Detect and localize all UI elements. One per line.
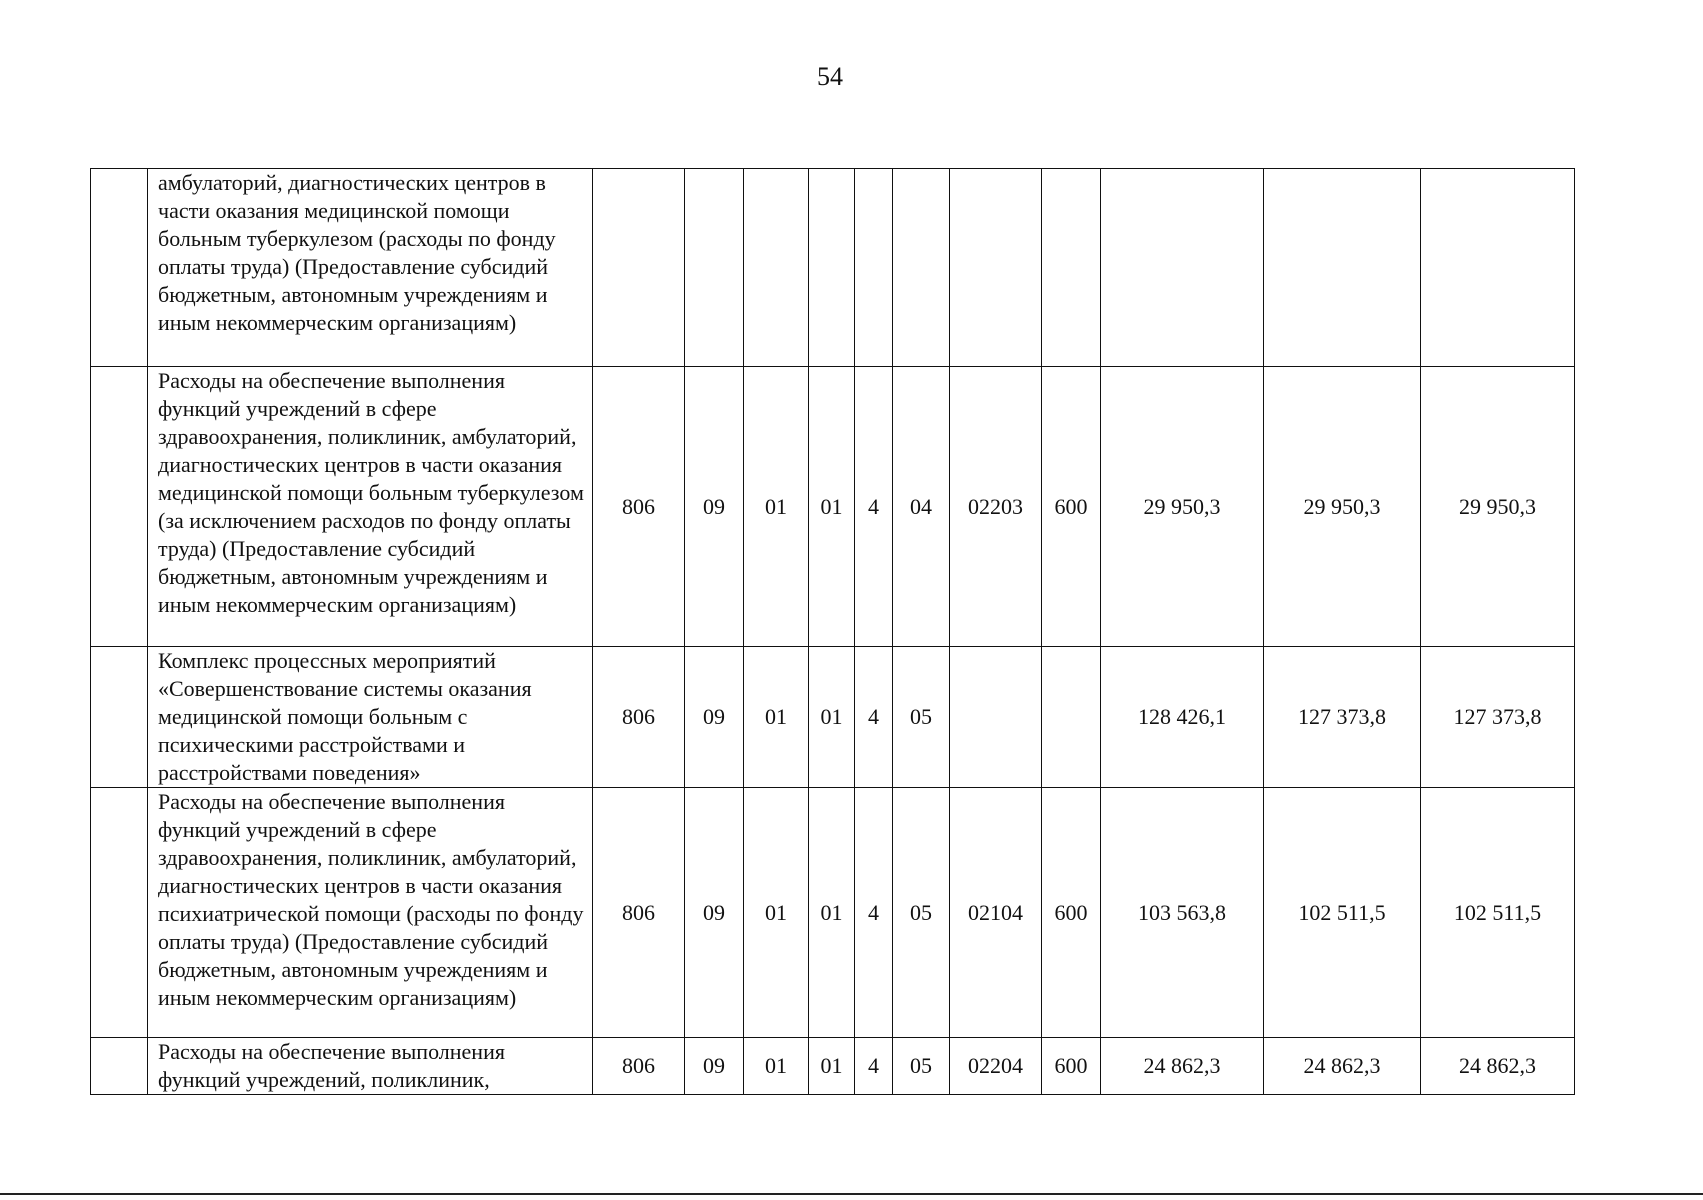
- amount-year-1-cell: 29 950,3: [1101, 367, 1264, 647]
- description-cell: Расходы на обеспечение выполнения функций учреждений в сфере здравоохранения, поликлиник, амбулаторий, диагностических центров в части оказания психиатрической помощи (расходы по фонду оплаты труда) (Предоставление субсидий бюджетным, автономным учреждениям и иным некоммерческим организациям): [148, 788, 593, 1038]
- admin-code-cell: [593, 169, 685, 367]
- amount-year-1-cell: 24 862,3: [1101, 1038, 1264, 1095]
- subsection-cell: 01: [744, 367, 809, 647]
- expense-type-cell: 600: [1042, 1038, 1101, 1095]
- row-number-cell: [91, 647, 148, 788]
- measure-cell: 04: [893, 367, 950, 647]
- row-number-cell: [91, 367, 148, 647]
- page-number: 54: [817, 62, 843, 91]
- amount-year-3-cell: 24 862,3: [1421, 1038, 1575, 1095]
- direction-cell: [950, 647, 1042, 788]
- table-row: [91, 647, 1575, 788]
- table-row: [91, 788, 1575, 1038]
- subsection-cell: [744, 169, 809, 367]
- page-bottom-rule: [0, 1193, 1703, 1195]
- expense-type-cell: [1042, 169, 1101, 367]
- program-cell: 01: [809, 1038, 855, 1095]
- measure-cell: 05: [893, 647, 950, 788]
- amount-year-3-cell: 29 950,3: [1421, 367, 1575, 647]
- direction-cell: [950, 169, 1042, 367]
- program-type-cell: 4: [855, 1038, 893, 1095]
- amount-year-1-cell: 103 563,8: [1101, 788, 1264, 1038]
- row-number-cell: [91, 1038, 148, 1095]
- table-row: [91, 169, 1575, 367]
- table-row: [91, 1038, 1575, 1095]
- subsection-cell: 01: [744, 788, 809, 1038]
- row-number-cell: [91, 788, 148, 1038]
- admin-code-cell: 806: [593, 367, 685, 647]
- section-cell: 09: [685, 1038, 744, 1095]
- measure-cell: [893, 169, 950, 367]
- row-number-cell: [91, 169, 148, 367]
- amount-year-1-cell: [1101, 169, 1264, 367]
- section-cell: 09: [685, 367, 744, 647]
- section-cell: 09: [685, 647, 744, 788]
- admin-code-cell: 806: [593, 647, 685, 788]
- subsection-cell: 01: [744, 1038, 809, 1095]
- description-cell: Расходы на обеспечение выполнения функций учреждений, поликлиник,: [148, 1038, 593, 1095]
- budget-table: [90, 168, 1575, 1095]
- expense-type-cell: 600: [1042, 788, 1101, 1038]
- amount-year-2-cell: 29 950,3: [1264, 367, 1421, 647]
- program-type-cell: 4: [855, 788, 893, 1038]
- description-cell: Комплекс процессных мероприятий «Совершенствование системы оказания медицинской помощи больным с психическими расстройствами и расстройствами поведения»: [148, 647, 593, 788]
- direction-cell: 02104: [950, 788, 1042, 1038]
- description-cell: Расходы на обеспечение выполнения функций учреждений в сфере здравоохранения, поликлиник, амбулаторий, диагностических центров в части оказания медицинской помощи больным туберкулезом (за исключением расходов по фонду оплаты труда) (Предоставление субсидий бюджетным, автономным учреждениям и иным некоммерческим организациям): [148, 367, 593, 647]
- section-cell: 09: [685, 788, 744, 1038]
- program-type-cell: 4: [855, 647, 893, 788]
- program-cell: [809, 169, 855, 367]
- amount-year-3-cell: 102 511,5: [1421, 788, 1575, 1038]
- program-type-cell: 4: [855, 367, 893, 647]
- program-cell: 01: [809, 647, 855, 788]
- program-type-cell: [855, 169, 893, 367]
- table-row: [91, 367, 1575, 647]
- admin-code-cell: 806: [593, 1038, 685, 1095]
- direction-cell: 02204: [950, 1038, 1042, 1095]
- program-cell: 01: [809, 367, 855, 647]
- amount-year-2-cell: 24 862,3: [1264, 1038, 1421, 1095]
- subsection-cell: 01: [744, 647, 809, 788]
- amount-year-2-cell: 127 373,8: [1264, 647, 1421, 788]
- amount-year-3-cell: [1421, 169, 1575, 367]
- expense-type-cell: [1042, 647, 1101, 788]
- section-cell: [685, 169, 744, 367]
- amount-year-3-cell: 127 373,8: [1421, 647, 1575, 788]
- program-cell: 01: [809, 788, 855, 1038]
- amount-year-2-cell: [1264, 169, 1421, 367]
- admin-code-cell: 806: [593, 788, 685, 1038]
- expense-type-cell: 600: [1042, 367, 1101, 647]
- measure-cell: 05: [893, 788, 950, 1038]
- description-cell: амбулаторий, диагностических центров в части оказания медицинской помощи больным туберкулезом (расходы по фонду оплаты труда) (Предоставление субсидий бюджетным, автономным учреждениям и иным некоммерческим организациям): [148, 169, 593, 367]
- amount-year-2-cell: 102 511,5: [1264, 788, 1421, 1038]
- measure-cell: 05: [893, 1038, 950, 1095]
- amount-year-1-cell: 128 426,1: [1101, 647, 1264, 788]
- direction-cell: 02203: [950, 367, 1042, 647]
